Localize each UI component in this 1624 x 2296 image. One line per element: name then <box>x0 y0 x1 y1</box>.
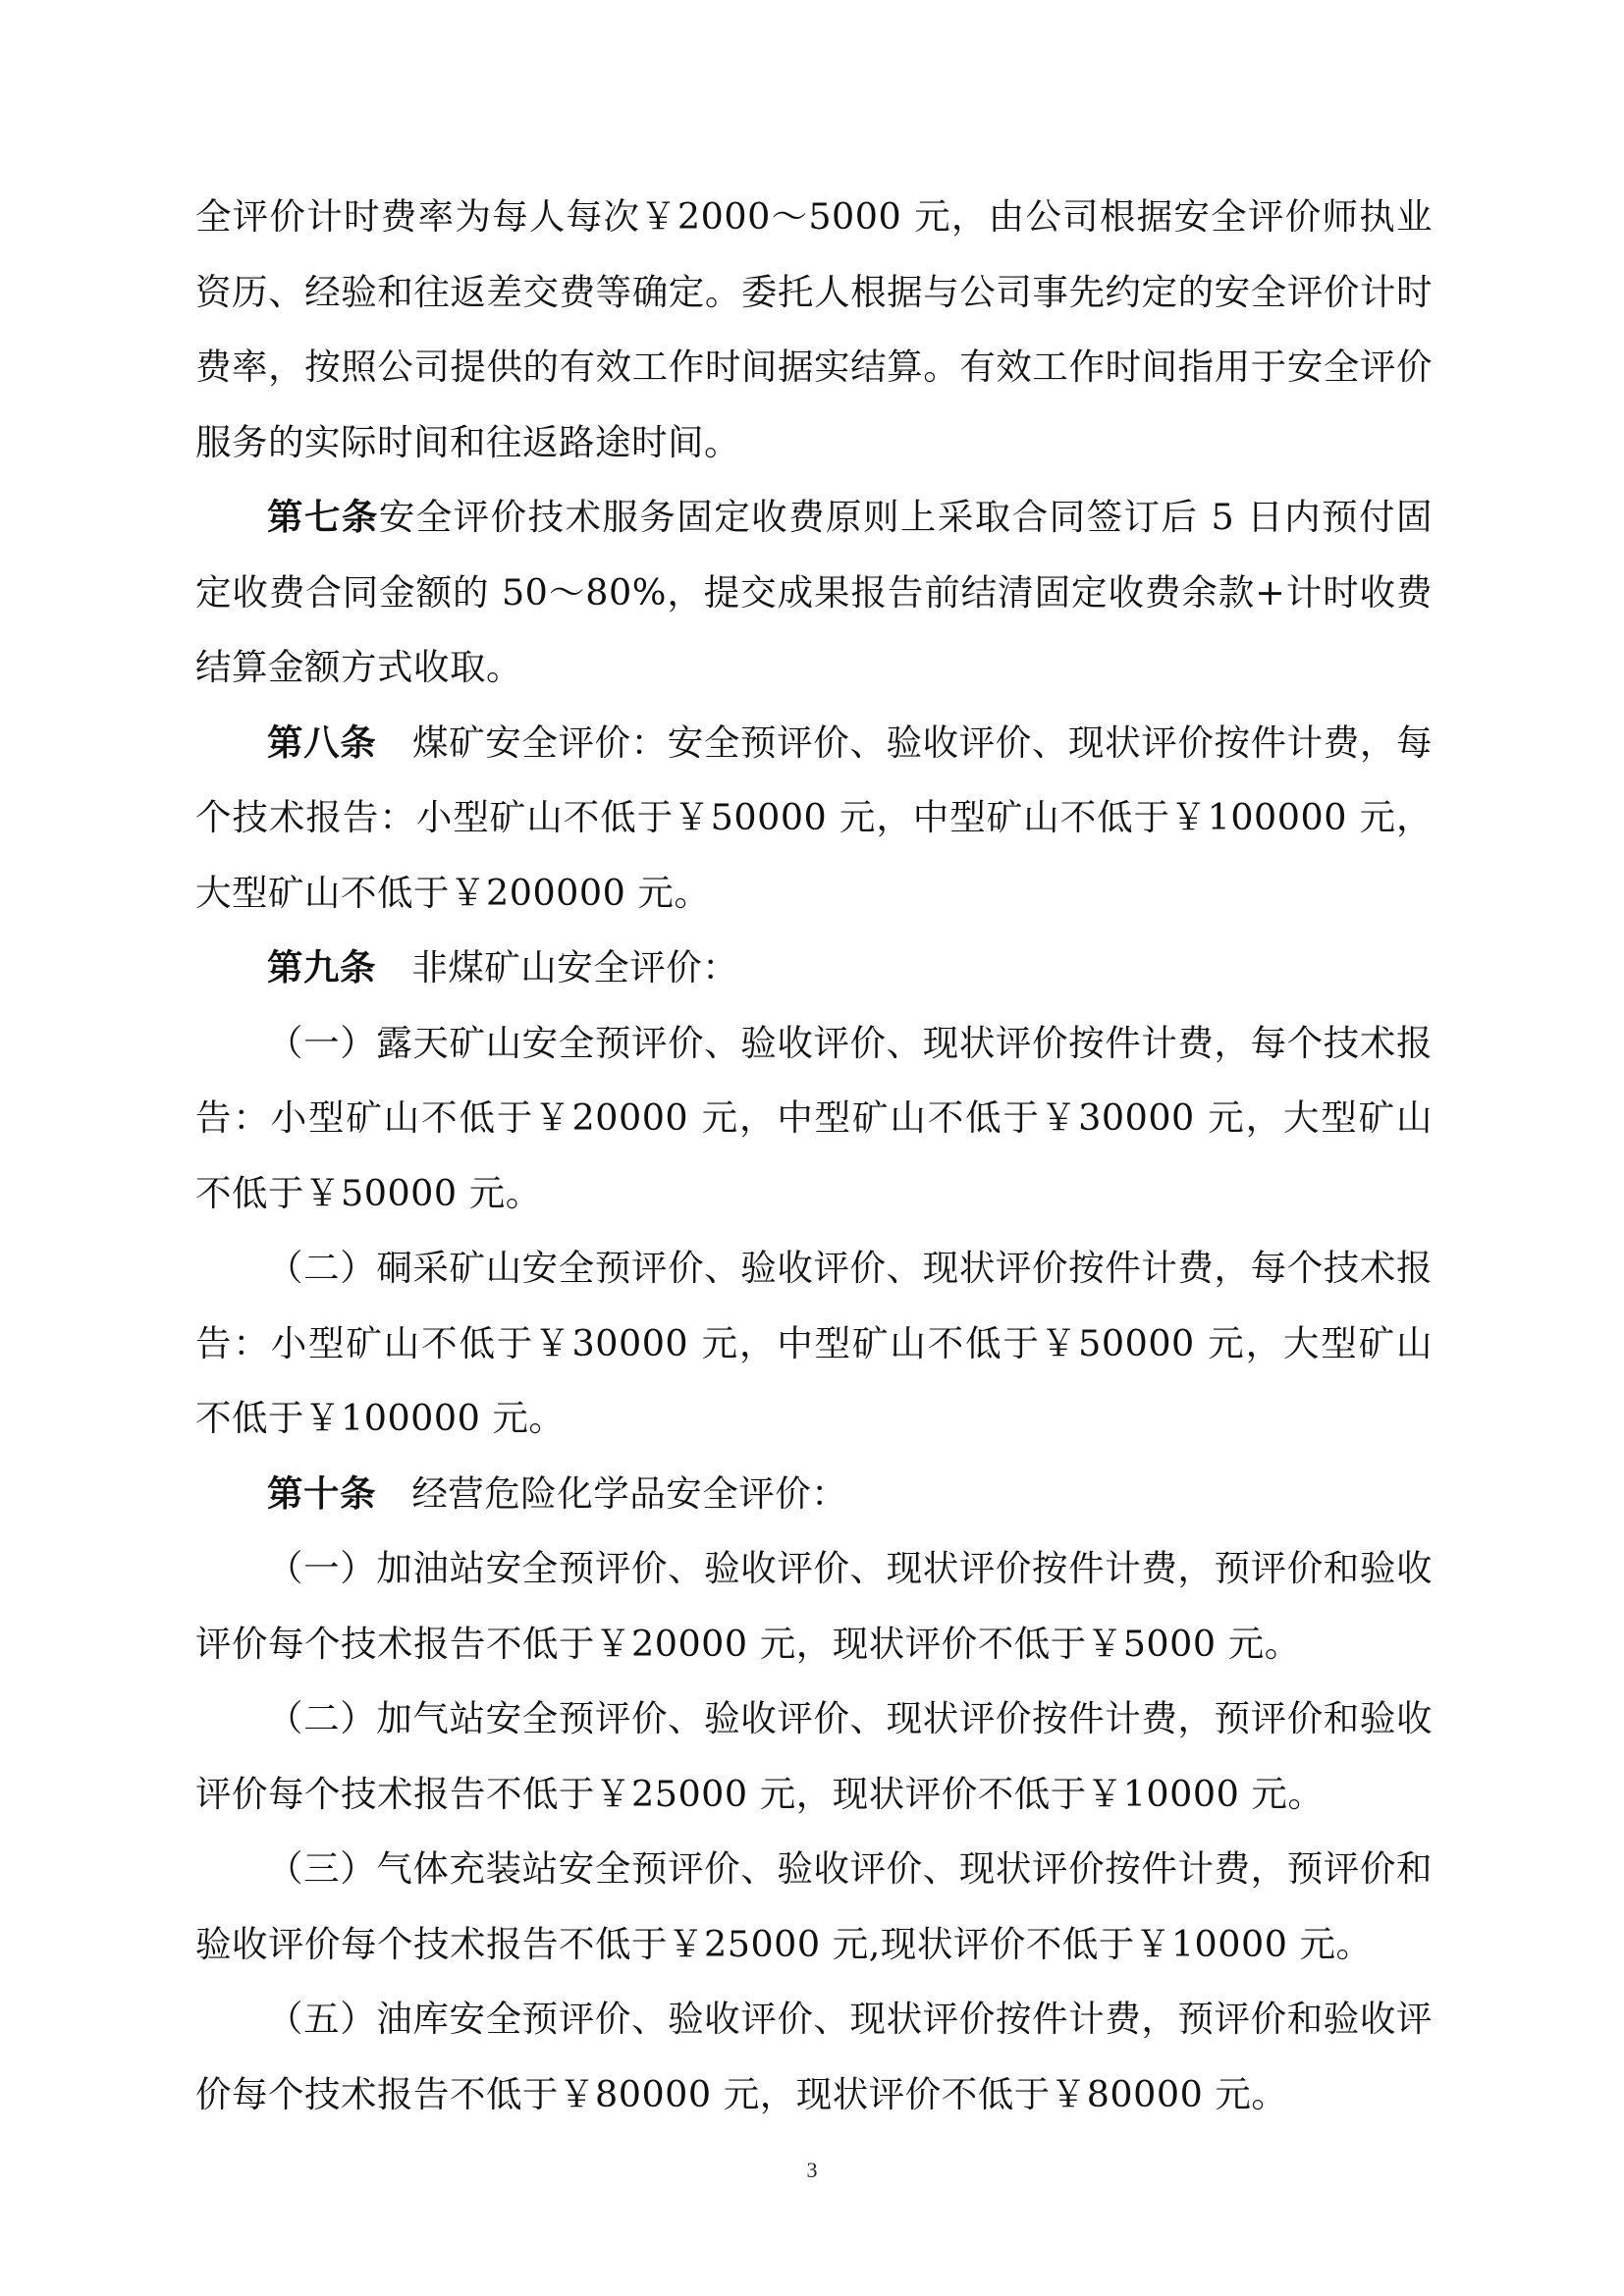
paragraph-text: 经营危险化学品安全评价： <box>411 1471 848 1515</box>
paragraph-text: （五）油库安全预评价、验收评价、现状评价按件计费，预评价和验收评价每个技术报告不低于￥80000 元，现状评价不低于￥80000 元。 <box>195 1998 1433 2115</box>
paragraph-text: 全评价计时费率为每人每次￥2000～5000 元，由公司根据安全评价师执业资历、经验和往返差交费等确定。委托人根据与公司事先约定的安全评价计时费率，按照公司提供的有效工作时间据实结算。有效工作时间指用于安全评价服务的实际时间和往返路途时间。 <box>195 195 1433 463</box>
paragraph-article-8 <box>195 706 1433 932</box>
paragraph-10-item-1 <box>195 1531 1433 1682</box>
page-number: 3 <box>806 2158 818 2182</box>
paragraph-text: （二）硐采矿山安全预评价、验收评价、现状评价按件计费，每个技术报告：小型矿山不低于￥30000 元，中型矿山不低于￥50000 元，大型矿山不低于￥100000 元。 <box>195 1247 1433 1439</box>
paragraph-text: 煤矿安全评价：安全预评价、验收评价、现状评价按件计费，每个技术报告：小型矿山不低于￥50000 元，中型矿山不低于￥100000 元，大型矿山不低于￥200000 元。 <box>195 721 1434 914</box>
paragraph-fee-rate-continuation <box>195 180 1433 480</box>
paragraph-text: （二）加气站安全预评价、验收评价、现状评价按件计费，预评价和验收评价每个技术报告不低于￥25000 元，现状评价不低于￥10000 元。 <box>195 1697 1433 1815</box>
label-gap <box>376 1472 411 1515</box>
paragraph-10-item-5 <box>195 1982 1433 2132</box>
paragraph-article-9 <box>195 931 1433 1006</box>
paragraph-text: 安全评价技术服务固定收费原则上采取合同签订后 5 日内预付固定收费合同金额的 50～80%，提交成果报告前结清固定收费余款+计时收费结算金额方式收取。 <box>195 496 1433 688</box>
paragraph-text: 非煤矿山安全评价： <box>411 946 739 988</box>
label-gap <box>376 946 411 988</box>
paragraph-article-7 <box>195 480 1433 706</box>
paragraph-10-item-3 <box>195 1832 1433 1982</box>
article-label: 第九条 <box>267 946 376 988</box>
paragraph-article-10 <box>195 1457 1433 1532</box>
paragraph-9-item-1 <box>195 1006 1433 1232</box>
document-body <box>195 180 1433 2132</box>
paragraph-text: （一）露天矿山安全预评价、验收评价、现状评价按件计费，每个技术报告：小型矿山不低于￥20000 元，中型矿山不低于￥30000 元，大型矿山不低于￥50000 元。 <box>195 1021 1433 1214</box>
paragraph-9-item-2 <box>195 1231 1433 1457</box>
paragraph-text: （三）气体充装站安全预评价、验收评价、现状评价按件计费，预评价和验收评价每个技术报告不低于￥25000 元,现状评价不低于￥10000 元。 <box>195 1847 1433 1965</box>
paragraph-text: （一）加油站安全预评价、验收评价、现状评价按件计费，预评价和验收评价每个技术报告不低于￥20000 元，现状评价不低于￥5000 元。 <box>195 1547 1433 1665</box>
article-label: 第七条 <box>267 496 379 538</box>
article-label: 第十条 <box>267 1471 376 1515</box>
article-label: 第八条 <box>267 721 377 764</box>
paragraph-10-item-2 <box>195 1682 1433 1832</box>
label-gap <box>376 721 412 764</box>
